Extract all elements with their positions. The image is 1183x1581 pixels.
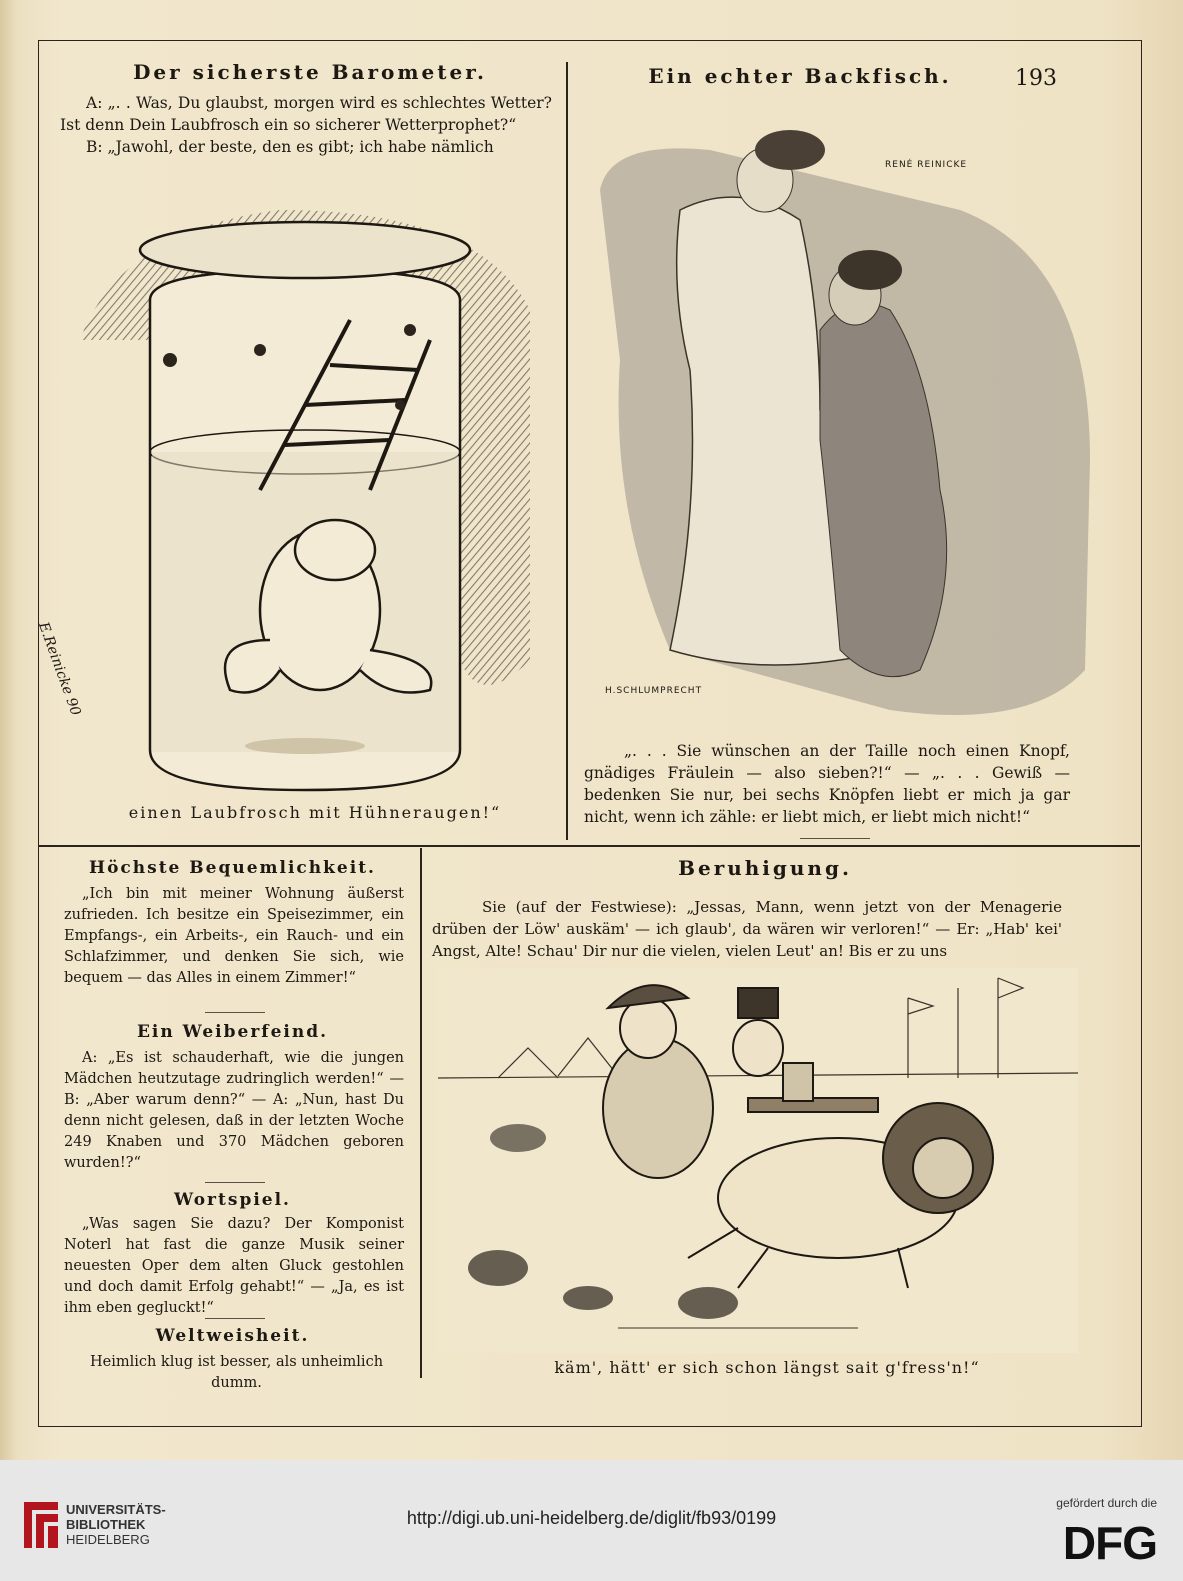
- beruhigung-title: Beruhigung.: [678, 856, 852, 880]
- page-number: 193: [1015, 66, 1057, 91]
- beruhigung-paragraph: Sie (auf der Festwiese): „Jessas, Mann, wenn jetzt von der Menagerie drüben der Löw' auskäm' — ich glaub', da wären wir verloren!“ — Er: „Hab' kei' Angst, Alte! Schau' Dir nur die vielen, vielen Leut' an! Bis er zu uns: [432, 898, 1062, 960]
- backfisch-signature-bottom: H.SCHLUMPRECHT: [605, 686, 703, 696]
- barometer-title: Der sicherste Barometer.: [133, 60, 487, 84]
- bequem-paragraph: „Ich bin mit meiner Wohnung äußerst zufrieden. Ich besitze ein Speisezimmer, ein Empfangs-, ein Arbeits-, ein Rauch- und ein Schlafzimmer, und denken Sie sich, wie bequem — das Alles in einem Zimmer!“: [64, 886, 404, 986]
- festwiese-lion-illustration: [438, 968, 1078, 1353]
- weltweisheit-paragraph: Heimlich klug ist besser, als unheimlich dumm.: [89, 1354, 384, 1391]
- weltweisheit-text: [64, 1352, 409, 1394]
- weiberfeind-title: Ein Weiberfeind.: [136, 1022, 329, 1042]
- library-line-2: BIBLIOTHEK: [66, 1517, 146, 1532]
- column-divider-bottom: [420, 848, 422, 1378]
- rule-after-bequem: [205, 1012, 265, 1013]
- rule-after-backfisch: [800, 838, 870, 839]
- beruhigung-text: [432, 896, 1062, 962]
- frog-signature: E.Reinicke 90: [34, 620, 84, 718]
- frog-jar-illustration: [60, 190, 550, 800]
- standing-woman-hair: [755, 130, 825, 170]
- backfisch-text: [584, 740, 1070, 828]
- bequem-title: Höchste Bequemlichkeit.: [89, 858, 376, 878]
- jar-lid-cloth: [140, 222, 470, 278]
- beruhigung-caption: käm', hätt' er sich schon längst sait g'fress'n!“: [554, 1358, 980, 1377]
- funded-by-label: gefördert durch die: [1056, 1496, 1157, 1510]
- barometer-paragraph-1: A: „. . Was, Du glaubst, morgen wird es schlechtes Wetter? Ist denn Dein Laubfrosch ein so sicherer Wetterprophet?“: [60, 94, 552, 134]
- wortspiel-paragraph: „Was sagen Sie dazu? Der Komponist Noterl hat fast die ganze Musik seiner neuesten Oper dem alten Gluck gestohlen und doch damit Erfolg gehabt!“ — „Ja, es ist ihm eben gegluckt!“: [64, 1216, 404, 1316]
- weiberfeind-text: [64, 1048, 404, 1174]
- wortspiel-title: Wortspiel.: [174, 1190, 291, 1210]
- bequem-text: [64, 884, 404, 989]
- backfisch-paragraph: „. . . Sie wünschen an der Taille noch einen Knopf, gnädiges Fräulein — also sieben?!“ — „. . . Gewiß — bedenken Sie nur, bei sechs Knöpfen liebt er mich ja gar nicht, wenn ich zähle: er liebt mich, er liebt mich nicht!“: [584, 742, 1070, 826]
- source-url[interactable]: http://digi.ub.uni-heidelberg.de/diglit/fb93/0199: [406, 1508, 777, 1528]
- column-divider-top: [566, 62, 568, 840]
- kneeling-woman-hair: [838, 250, 902, 290]
- library-line-1: UNIVERSITÄTS-: [66, 1502, 166, 1517]
- pebbles: [245, 738, 365, 754]
- weltweisheit-title: Weltweisheit.: [155, 1326, 310, 1346]
- rule-after-weiberfeind: [205, 1182, 265, 1183]
- backfisch-title: Ein echter Backfisch.: [648, 64, 952, 88]
- horizontal-divider: [38, 845, 1140, 847]
- barometer-caption: einen Laubfrosch mit Hühneraugen!“: [128, 803, 502, 822]
- wortspiel-text: [64, 1214, 404, 1319]
- dfg-logo: DFG: [1062, 1517, 1157, 1569]
- rule-after-wortspiel: [205, 1318, 265, 1319]
- barometer-text: [60, 92, 552, 158]
- library-line-3: HEIDELBERG: [66, 1532, 150, 1547]
- barometer-paragraph-2: B: „Jawohl, der beste, den es gibt; ich habe nämlich: [86, 138, 494, 156]
- backfisch-illustration: [590, 110, 1100, 730]
- weiberfeind-paragraph: A: „Es ist schauderhaft, wie die jungen Mädchen heutzutage zudringlich werden!“ — B: „Aber warum denn?“ — A: „Nun, hast Du denn nicht gelesen, daß in der letzten Woche 249 Knaben und 370 Mädchen geboren wurden!?“: [64, 1050, 404, 1171]
- backfisch-signature-top: RENÉ REINICKE: [885, 160, 968, 170]
